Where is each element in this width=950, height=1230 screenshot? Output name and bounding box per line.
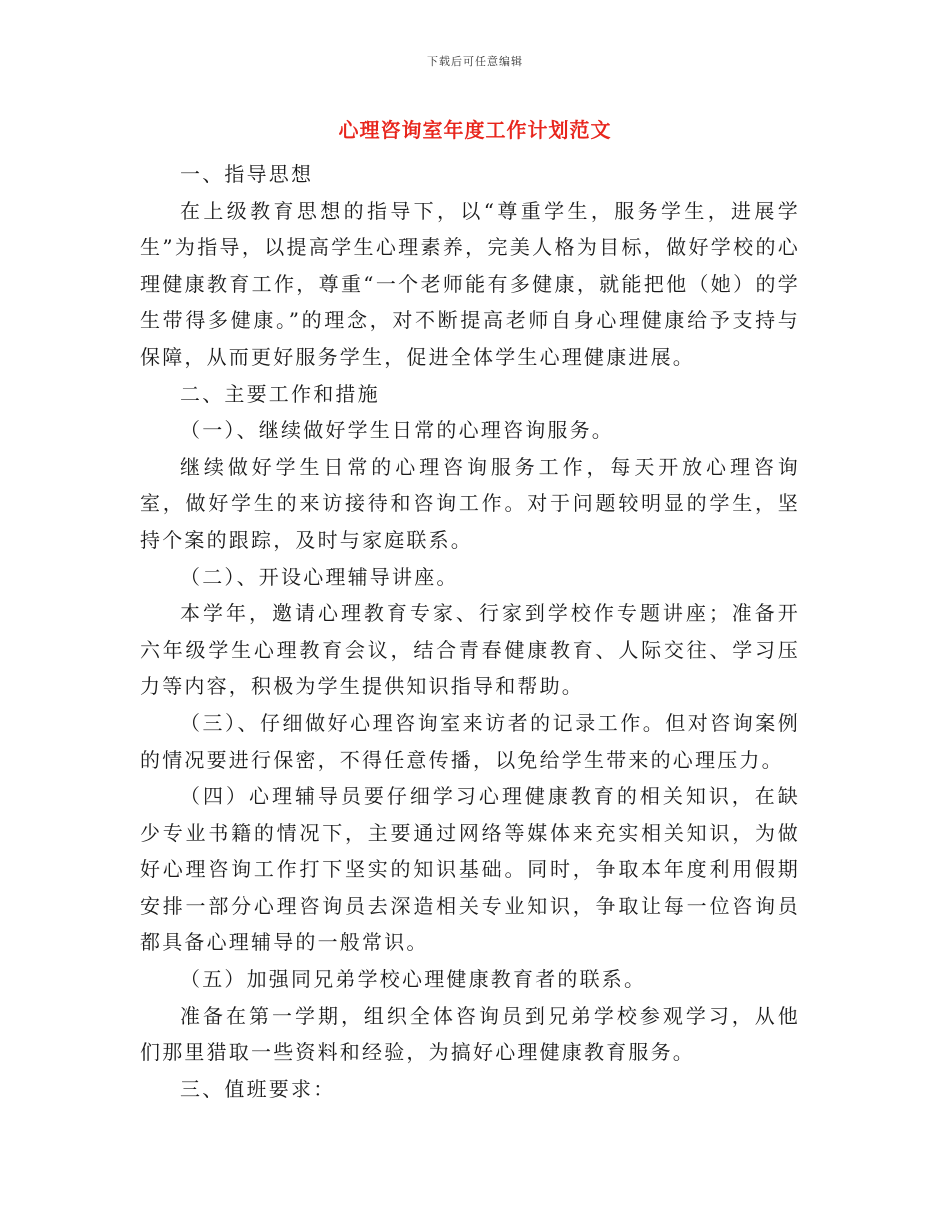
section-heading-duty-requirements: 三、值班要求：	[180, 1076, 336, 1101]
section-heading-guiding-ideology: 一、指导思想	[180, 162, 314, 186]
paragraph: 准备在第一学期，组织全体咨询员到兄弟学校参观学习，从他们那里猎取一些资料和经验，为搞好心理健康教育服务。	[140, 1003, 800, 1065]
section-heading-main-work: 二、主要工作和措施	[180, 381, 380, 406]
subsection-heading: （二）、开设心理辅导讲座。	[180, 564, 459, 589]
document-title: 心理咨询室年度工作计划范文	[338, 118, 612, 142]
subsection-heading: （五）加强同兄弟学校心理健康教育者的联系。	[180, 967, 647, 992]
document-body	[140, 156, 800, 1107]
paragraph: （四）心理辅导员要仔细学习心理健康教育的相关知识，在缺少专业书籍的情况下，主要通过网络等媒体来充实相关知识，为做好心理咨询工作打下坚实的知识基础。同时，争取本年度利用假期安排一部分心理咨询员去深造相关专业知识，争取让每一位咨询员都具备心理辅导的一般常识。	[140, 784, 800, 955]
paragraph: （三）、仔细做好心理咨询室来访者的记录工作。但对咨询案例的情况要进行保密，不得任意传播，以免给学生带来的心理压力。	[140, 710, 800, 772]
paragraph: 本学年，邀请心理教育专家、行家到学校作专题讲座；准备开六年级学生心理教育会议，结合青春健康教育、人际交往、学习压力等内容，积极为学生提供知识指导和帮助。	[140, 601, 800, 699]
paragraph: 在上级教育思想的指导下，以“尊重学生，服务学生，进展学生”为指导，以提高学生心理素养，完美人格为目标，做好学校的心理健康教育工作，尊重“一个老师能有多健康，就能把他（她）的学生带得多健康。”的理念，对不断提高老师自身心理健康给予支持与保障，从而更好服务学生，促进全体学生心理健康进展。	[140, 198, 800, 369]
paragraph: 继续做好学生日常的心理咨询服务工作，每天开放心理咨询室，做好学生的来访接待和咨询工作。对于问题较明显的学生，坚持个案的跟踪，及时与家庭联系。	[140, 454, 800, 552]
subsection-heading: （一）、继续做好学生日常的心理咨询服务。	[180, 418, 614, 443]
header-note: 下载后可任意编辑	[427, 55, 523, 68]
